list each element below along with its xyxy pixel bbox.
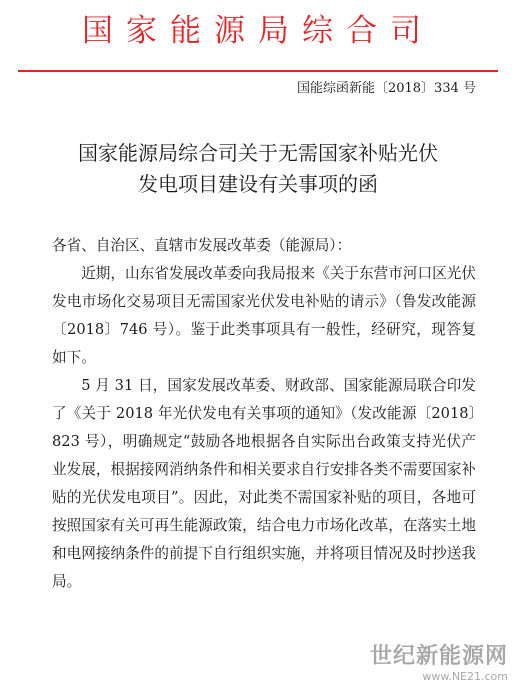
salutation: 各省、自治区、直辖市发展改革委（能源局）： [52, 237, 352, 254]
document-number: 国能综函新能〔2018〕334 号 [296, 81, 476, 96]
document-body [52, 232, 476, 596]
title-line-2: 发电项目建设有关事项的函 [138, 172, 378, 196]
watermark [348, 644, 508, 684]
title-line-1: 国家能源局综合司关于无需国家补贴光伏 [78, 141, 438, 165]
letterhead: 国家能源局综合司 [82, 13, 434, 49]
document-title [0, 138, 516, 200]
paragraph-1: 近期，山东省发展改革委向我局报来《关于东营市河口区光伏发电市场化交易项目无需国家光伏发电补贴的请示》（鲁发改能源〔2018〕746 号）。鉴于此类事项具有一般性，经研究，现答复如下。 [52, 265, 476, 366]
watermark-url: www.NE21.com [422, 670, 508, 683]
paragraph-2: 5 月 31 日，国家发展改革委、财政部、国家能源局联合印发了《关于 2018 年光伏发电有关事项的通知》（发改能源〔2018〕823 号），明确规定“鼓励各地根据各自实际出台政策支持光伏产业发展，根据接网消纳条件和相关要求自行安排各类不需要国家补贴的光伏发电项目”。因此，对此类不需国家补贴的项目，各地可按照国家有关可再生能源政策，结合电力市场化改革，在落实土地和电网接纳条件的前提下自行组织实施，并将项目情况及时抄送我局。 [52, 377, 476, 590]
watermark-logo: 世纪新能源网 [369, 644, 508, 669]
red-divider-line [18, 70, 498, 72]
